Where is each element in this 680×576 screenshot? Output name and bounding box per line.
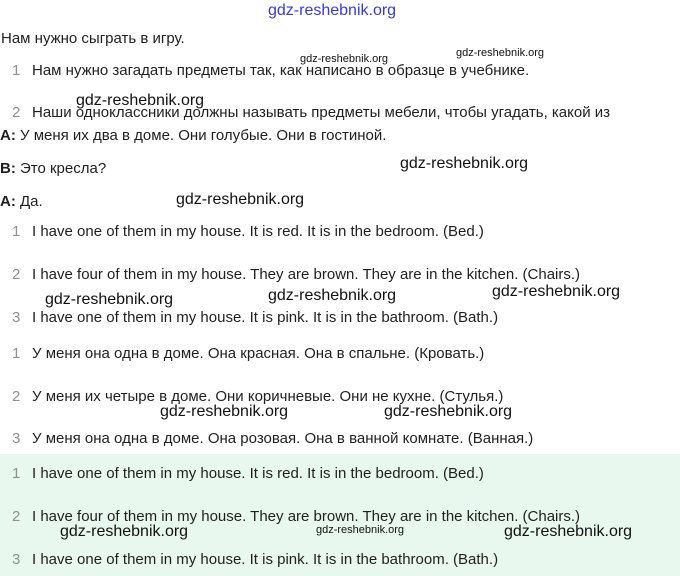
dialog-line: [0, 193, 43, 210]
step-number: 2: [12, 104, 21, 121]
answer-number: 2: [12, 266, 21, 283]
watermark-top: gdz-reshebnik.org: [268, 2, 397, 19]
watermark: gdz-reshebnik.org: [316, 524, 405, 536]
watermark: gdz-reshebnik.org: [160, 403, 289, 420]
watermark: gdz-reshebnik.org: [456, 47, 545, 59]
answer-text: I have four of them in my house. They are brown. They are in the kitchen. (Chairs.): [32, 508, 581, 525]
speaker: A:: [0, 127, 16, 144]
watermark: gdz-reshebnik.org: [384, 403, 513, 420]
answer-text: I have one of them in my house. It is pink. It is in the bathroom. (Bath.): [32, 551, 499, 568]
watermark: gdz-reshebnik.org: [300, 53, 389, 65]
dialog-text: Да.: [20, 193, 43, 210]
translation-text: У меня их четыре в доме. Они коричневые. Они не кухне. (Стулья.): [32, 388, 504, 405]
watermark: gdz-reshebnik.org: [268, 287, 397, 304]
answer-text: I have four of them in my house. They are brown. They are in the kitchen. (Chairs.): [32, 266, 581, 283]
translation-text: У меня она одна в доме. Она розовая. Она в ванной комнате. (Ванная.): [32, 430, 534, 447]
watermark: gdz-reshebnik.org: [60, 523, 189, 540]
step-text: Нам нужно загадать предметы так, как написано в образце в учебнике.: [32, 62, 530, 79]
step-number: 1: [12, 62, 21, 79]
translation-text: У меня она одна в доме. Она красная. Она в спальне. (Кровать.): [32, 345, 485, 362]
translation-number: 1: [12, 345, 21, 362]
translation-number: 3: [12, 430, 21, 447]
answer-text: I have one of them in my house. It is red. It is in the bedroom. (Bed.): [32, 223, 484, 240]
speaker: B:: [0, 160, 16, 177]
watermark: gdz-reshebnik.org: [45, 291, 174, 308]
answer-number: 1: [12, 223, 21, 240]
watermark: gdz-reshebnik.org: [492, 283, 621, 300]
watermark: gdz-reshebnik.org: [504, 523, 633, 540]
answer-number: 2: [12, 508, 21, 525]
speaker: A:: [0, 193, 16, 210]
watermark: gdz-reshebnik.org: [176, 191, 305, 208]
translation-number: 2: [12, 388, 21, 405]
dialog-line: [0, 127, 386, 144]
answer-text: I have one of them in my house. It is pink. It is in the bathroom. (Bath.): [32, 309, 499, 326]
intro-text: Нам нужно сыграть в игру.: [1, 30, 185, 47]
answer-text: I have one of them in my house. It is red. It is in the bedroom. (Bed.): [32, 465, 484, 482]
dialog-line: [0, 160, 106, 177]
dialog-text: У меня их два в доме. Они голубые. Они в гостиной.: [20, 127, 387, 144]
answer-number: 3: [12, 551, 21, 568]
answer-number: 3: [12, 309, 21, 326]
watermark: gdz-reshebnik.org: [400, 155, 529, 172]
watermark: gdz-reshebnik.org: [76, 92, 205, 109]
step-text: Наши одноклассники должны называть предметы мебели, чтобы угадать, какой из: [32, 104, 611, 121]
answer-number: 1: [12, 465, 21, 482]
dialog-text: Это кресла?: [20, 160, 107, 177]
